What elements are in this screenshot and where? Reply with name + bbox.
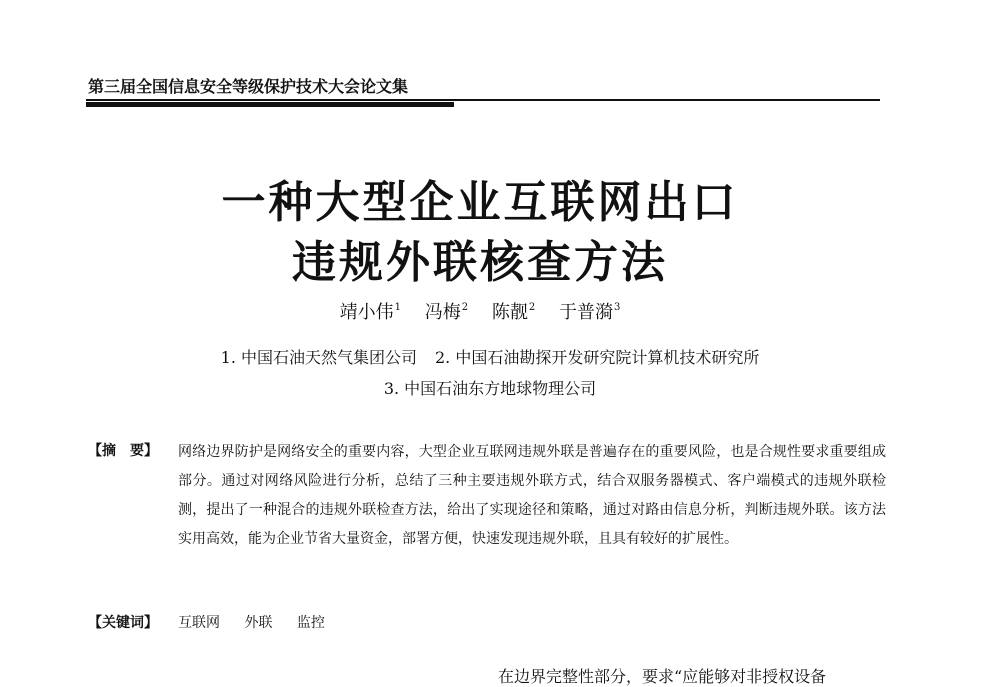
author-name: 靖小伟 [339,302,394,323]
proceedings-title: 第三届全国信息安全等级保护技术大会论文集 [88,77,409,96]
author-name: 于普漪 [558,302,613,323]
author-affiliation-mark: 3 [613,302,621,313]
author [340,302,401,323]
body-text-fragment: 在边界完整性部分，要求“应能够对非授权设备 [498,667,827,686]
author-affiliation-mark: 2 [461,302,469,313]
abstract-text: 网络边界防护是网络安全的重要内容，大型企业互联网违规外联是普遍存在的重要风险，也是合规性要求重要组成部分。通过对网络风险进行分析，总结了三种主要违规外联方式，结合双服务器模式、客户端模式的违规外联检测，提出了一种混合的违规外联检查方法，给出了实现途径和策略，通过对路由信息分析，判断违规外联。该方法实用高效，能为企业节省大量资金，部署方便，快速发现违规外联，且具有较好的扩展性。 [178,444,886,547]
author [492,302,535,323]
author-list [0,298,960,324]
author-affiliation-mark: 1 [394,302,402,313]
paper-title-line-1: 一种大型企业互联网出口 [221,177,739,228]
keyword: 互联网 [178,615,220,631]
paper-title-line-2: 违规外联核查方法 [292,237,668,288]
keyword: 外联 [244,615,273,631]
keyword: 监控 [296,615,325,631]
keywords-label: 【关键词】 [88,615,158,631]
author-name: 陈靓 [491,302,528,323]
author-name: 冯梅 [424,302,461,323]
author [425,302,468,323]
header-rule-thin [86,99,880,101]
affiliation: 3. 中国石油东方地球物理公司 [383,379,597,398]
keywords-list [178,612,345,632]
abstract-label: 【摘 要】 [88,443,158,459]
affiliation: 2. 中国石油勘探开发研究院计算机技术研究所 [435,348,760,367]
affiliation-line [0,376,980,399]
author-affiliation-mark: 2 [528,302,536,313]
affiliation: 1. 中国石油天然气集团公司 [220,348,417,367]
affiliation-line [0,345,980,368]
header-rule-thick [86,102,454,107]
author [559,302,620,323]
